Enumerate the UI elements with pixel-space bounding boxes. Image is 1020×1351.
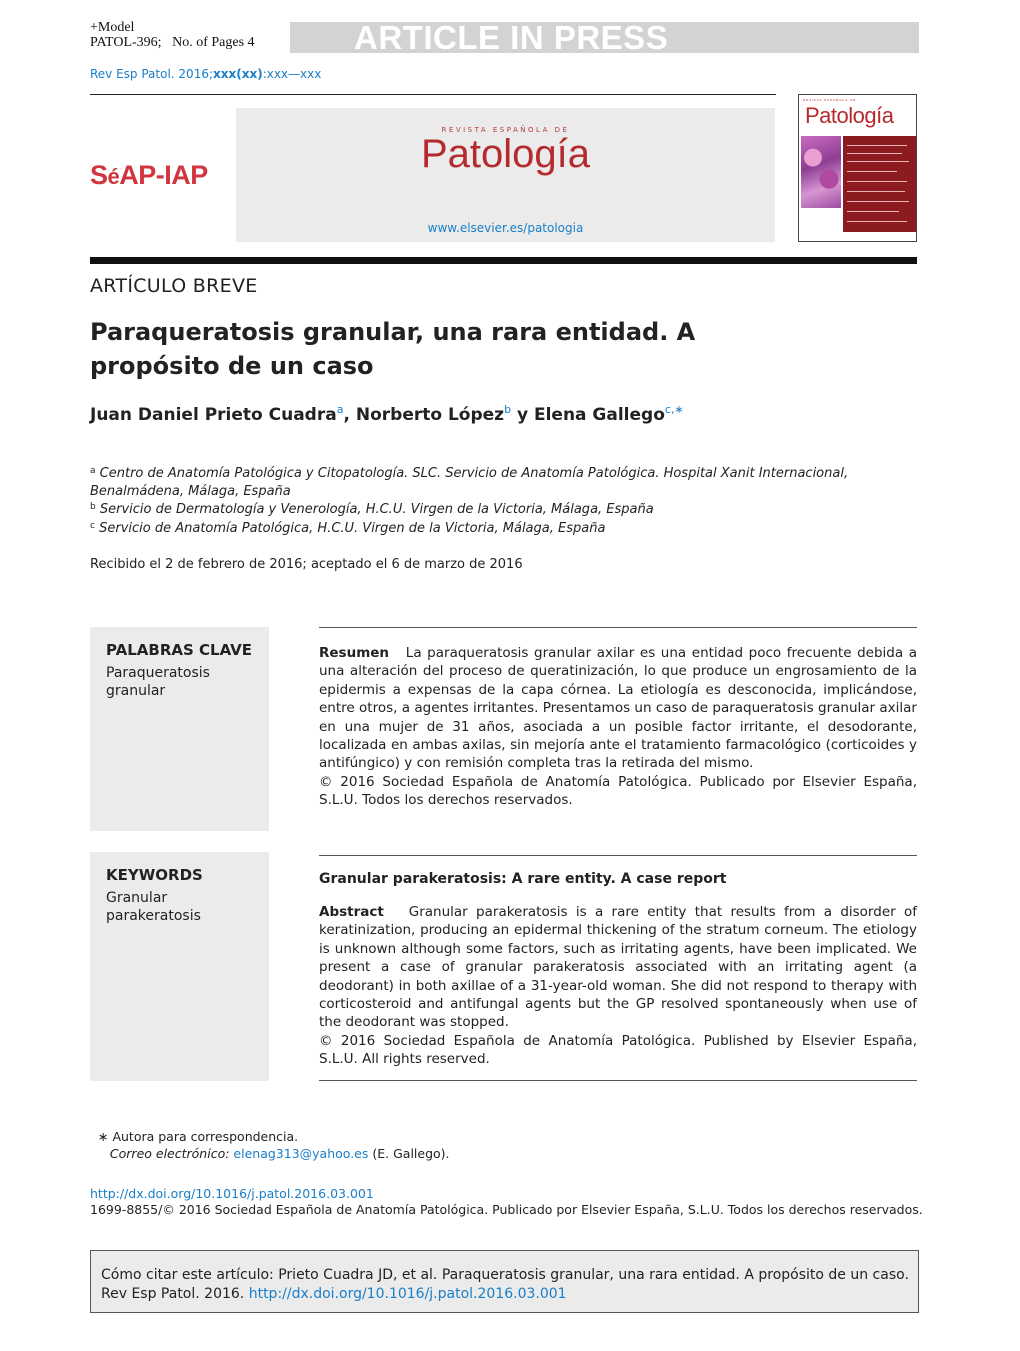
cover-text-line: [847, 161, 909, 162]
cover-text-line: [847, 181, 907, 182]
keywords-heading: KEYWORDS: [106, 866, 203, 884]
author-list: [90, 403, 684, 425]
article-status: ARTICLE IN PRESS: [354, 19, 669, 56]
affiliation-text: Centro de Anatomía Patológica y Citopatología. SLC. Servicio de Anatomía Patológica. Hospital Xanit Internacional, Benalmádena, Málaga, España: [90, 466, 849, 499]
abstract-body: La paraqueratosis granular axilar es una entidad poco frecuente debida a una alteración del proceso de queratinización, lo que produce un engrosamiento de la epidermis a expensas de la capa córnea. La etiología es desconocida, implicándose, entre otros, a agentes irritantes. Presentamos un caso de paraqueratosis granular axilar en una mujer de 31 años, asociada a un posible factor irritante, el desodorante, localizada en ambas axilas, sin mejoría ante el tratamiento farmacológico (corticoides y antifúngico) y con remisión completa tras la retirada del mismo.: [319, 645, 918, 772]
abstract-label: Resumen: [319, 645, 390, 661]
cover-text-line: [847, 145, 907, 146]
citation-box: [90, 1250, 919, 1313]
cover-text-line: [847, 221, 907, 222]
cover-text-line: [847, 191, 905, 192]
abstract-label: Abstract: [319, 904, 384, 920]
cover-contents-panel: [843, 136, 916, 232]
cover-subtitle: REVISTA ESPAÑOLA DE: [803, 98, 857, 102]
citation-doi-link[interactable]: http://dx.doi.org/10.1016/j.patol.2016.03.001: [248, 1286, 567, 1302]
affiliation-mark: a: [90, 466, 96, 476]
article-id-line: [90, 35, 255, 50]
abstract-divider: [319, 627, 917, 628]
journal-cover-image: [798, 94, 917, 242]
affiliation-mark: b: [90, 502, 96, 512]
cover-text-line: [847, 171, 897, 172]
journal-ref-prefix: Rev Esp Patol. 2016;: [90, 67, 214, 81]
english-abstract: [319, 903, 917, 1069]
model-label: +Model: [90, 20, 135, 35]
cover-text-line: [847, 153, 902, 154]
affiliation-b: [90, 498, 850, 519]
author-separator: y: [511, 405, 534, 425]
article-title: Paraqueratosis granular, una rara entidad. A propósito de un caso: [90, 318, 696, 380]
citation-text: [101, 1266, 909, 1304]
affiliation-text: Servicio de Anatomía Patológica, H.C.U. Virgen de la Victoria, Málaga, España: [99, 521, 606, 536]
correspondence-label: ∗ Autora para correspondencia.: [98, 1129, 299, 1144]
abstract-body: Granular parakeratosis is a rare entity that results from a disorder of keratinization, producing an epidermal thickening of the stratum corneum. The etiology is unknown although some factors, such as irritating agents, have been implicated. We present a case of granular parakeratosis associated with an irritating agent (a deodorant) in both axillae of a 31-year-old woman. She did not respond to therapy with corticosteroid and antifungal agents but the GP resolved spontaneously when use of the deodorant was stopped.: [319, 904, 917, 1031]
cover-histology-picture: [801, 136, 841, 208]
abstract-copyright: © 2016 Sociedad Española de Anatomía Patológica. Publicado por Elsevier España, S.L.U. Todos los derechos reservados.: [319, 773, 917, 809]
received-dates: Recibido el 2 de febrero de 2016; aceptado el 6 de marzo de 2016: [90, 557, 523, 572]
affiliation-a: [90, 462, 850, 501]
english-keywords-box: [90, 852, 269, 1081]
banner-subtitle: REVISTA ESPAÑOLA DE: [441, 126, 570, 134]
abstract-divider: [319, 1080, 917, 1081]
email-link[interactable]: elenag313@yahoo.es: [233, 1146, 369, 1161]
affiliation-mark: c: [90, 521, 95, 531]
author-separator: ,: [343, 405, 356, 425]
issn-copyright: 1699-8855/© 2016 Sociedad Española de Anatomía Patológica. Publicado por Elsevier España, S.L.U. Todos los derechos reservados.: [90, 1202, 923, 1217]
spanish-keywords-box: [90, 627, 269, 831]
author-name[interactable]: Norberto López: [355, 405, 505, 425]
article-id: PATOL-396;: [90, 35, 162, 50]
author-affil-mark[interactable]: a: [336, 403, 344, 416]
doi-link[interactable]: http://dx.doi.org/10.1016/j.patol.2016.03.001: [90, 1186, 374, 1201]
keyword: Paraqueratosis: [106, 665, 210, 681]
article-section-type: ARTÍCULO BREVE: [90, 275, 258, 297]
cover-text-line: [847, 201, 909, 202]
article-model-info: [90, 20, 255, 50]
email-label: Correo electrónico:: [109, 1146, 230, 1161]
keyword: granular: [106, 683, 166, 699]
citation-body: Cómo citar este artículo: Prieto Cuadra JD, et al. Paraqueratosis granular, una rara entidad. A propósito de un caso. Rev Esp Patol. 2016.: [101, 1267, 909, 1302]
correspondence-email-line: [98, 1145, 450, 1162]
abstract-copyright: © 2016 Sociedad Española de Anatomía Patológica. Published by Elsevier España, S.L.U. All rights reserved.: [319, 1032, 917, 1068]
cover-title: Patología: [805, 103, 894, 128]
society-logo: SéAP-IAP: [90, 160, 208, 190]
page-count: No. of Pages 4: [172, 35, 255, 50]
affiliation-c: [90, 517, 850, 538]
author-affil-mark[interactable]: b: [504, 403, 512, 416]
author-name[interactable]: Juan Daniel Prieto Cuadra: [90, 405, 337, 425]
author-name[interactable]: Elena Gallego: [533, 405, 665, 425]
email-owner: (E. Gallego).: [372, 1146, 450, 1161]
spanish-abstract: [319, 644, 917, 810]
journal-ref-volume: xxx(xx): [213, 67, 263, 81]
abstract-divider: [319, 855, 917, 856]
english-title: Granular parakeratosis: A rare entity. A case report: [319, 871, 727, 887]
keyword: parakeratosis: [106, 908, 201, 924]
journal-reference[interactable]: [90, 67, 321, 81]
journal-url-link[interactable]: www.elsevier.es/patologia: [427, 221, 584, 235]
header-divider: [90, 94, 776, 95]
banner-journal-title: Patología: [420, 132, 591, 176]
author-affil-mark[interactable]: c,∗: [664, 403, 684, 416]
journal-ref-pages: :xxx—xxx: [262, 67, 322, 81]
keyword: Granular: [106, 890, 168, 906]
title-divider: [90, 257, 917, 264]
cover-text-line: [847, 211, 899, 212]
affiliation-text: Servicio de Dermatología y Venerología, H.C.U. Virgen de la Victoria, Málaga, España: [99, 502, 654, 517]
keywords-heading: PALABRAS CLAVE: [106, 641, 253, 659]
correspondence-footnote: [98, 1128, 450, 1162]
